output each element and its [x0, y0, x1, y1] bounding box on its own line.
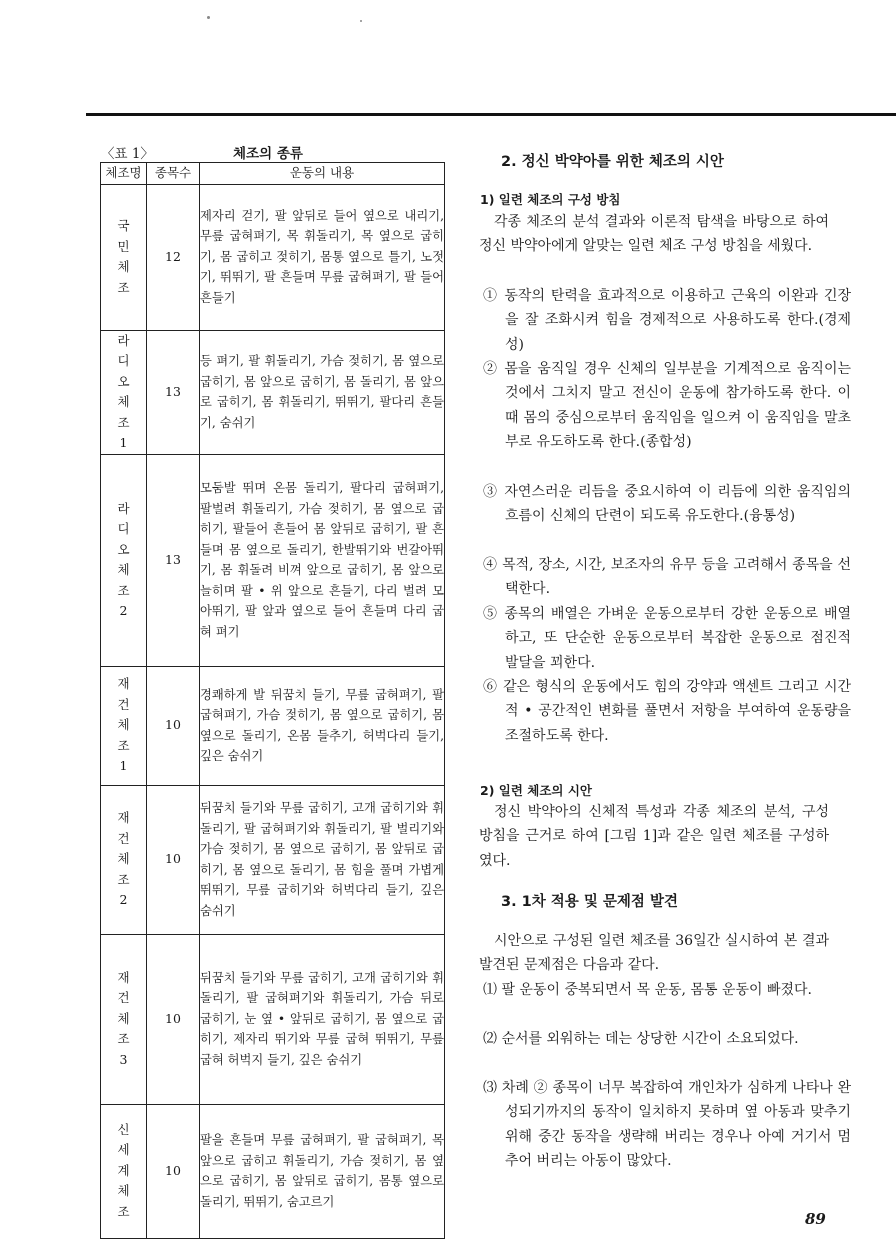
problem-item: ⑵ 순서를 외워하는 데는 상당한 시간이 소요되었다. [483, 1031, 799, 1047]
subsection-2-body: 정신 박약아의 신체적 특성과 각종 체조의 분석, 구성 방침을 근거로 하여 [그림 1]과 같은 일련 체조를 구성하였다. [479, 804, 829, 869]
exercise-name-char: 체 [117, 394, 130, 409]
table-row [101, 454, 445, 666]
table-row [101, 785, 445, 934]
exercise-name-char: 2 [119, 892, 128, 908]
exercise-name-char: 라 [117, 500, 130, 516]
exercise-name-cell [101, 934, 147, 1104]
exercise-content-cell: 뒤꿈치 들기와 무릎 굽히기, 고개 굽히기와 휘돌리기, 팔 굽혀펴기와 휘돌리기, 팔 벌리기와 가슴 젖히기, 몸 옆으로 굽히기, 몸 앞뒤로 굽히기, 몸 옆으로 돌리기, 몸 힘을 풀며 가볍게 뛰뛰기, 무릎 굽히기와 허벅다리 들기, 깊은 숨쉬기 [200, 785, 445, 934]
exercise-name-char: 1 [119, 758, 128, 774]
exercise-name-cell [101, 184, 147, 330]
exercise-name-char: 조 [117, 279, 130, 295]
exercise-name-cell [101, 785, 147, 934]
exercise-name-char: 체 [117, 1183, 130, 1199]
page-number: 89 [805, 1210, 826, 1228]
section-3-heading: 3. 1차 적용 및 문제점 발견 [501, 894, 678, 910]
exercise-name-char: 재 [117, 969, 130, 985]
table-row [101, 330, 445, 454]
principle-item: ⑥ 같은 형식의 운동에서도 힘의 강약과 액센트 그리고 시간적 • 공간적인 변화를 풀면서 저항을 부여하여 운동량을 조절하도록 한다. [483, 679, 851, 744]
header-rule [86, 113, 896, 116]
exercise-name-char: 체 [117, 562, 130, 577]
subsection-1-heading: 1) 일련 체조의 구성 방침 [480, 192, 621, 207]
exercise-name-char: 민 [117, 238, 130, 254]
problem-item: ⑴ 팔 운동이 중복되면서 목 운동, 몸통 운동이 빠졌다. [483, 982, 812, 998]
exercise-name-char: 체 [117, 259, 130, 274]
exercise-name-char: 체 [117, 1010, 130, 1026]
table-label: 〈표 1〉 [101, 146, 154, 162]
exercise-name-char: 디 [117, 521, 130, 536]
exercise-types-table [100, 162, 445, 1239]
exercise-count-cell: 13 [147, 454, 200, 666]
table-header-row [101, 163, 445, 185]
exercise-name-char: 조 [117, 414, 130, 430]
exercise-count-cell: 10 [147, 785, 200, 934]
exercise-name-char: 3 [119, 1051, 128, 1067]
subsection-2-heading: 2) 일련 체조의 시안 [480, 783, 592, 798]
exercise-name-char: 체 [117, 851, 130, 867]
exercise-name-cell [101, 330, 147, 454]
problem-item: ⑶ 차례 ② 종목이 너무 복잡하여 개인차가 심하게 나타나 완성되기까지의 동작이 일치하지 못하며 옆 아동과 맞추기 위해 중간 동작을 생략해 버리는 경우나 아예 거기서 멈추어 버리는 아동이 많았다. [483, 1080, 851, 1169]
exercise-count-cell: 13 [147, 330, 200, 454]
section-2-heading: 2. 정신 박약아를 위한 체조의 시안 [501, 154, 724, 170]
table-row [101, 1104, 445, 1238]
exercise-name-char: 1 [119, 435, 128, 450]
exercise-content-cell: 팔을 흔들며 무릎 굽혀펴기, 팔 굽혀펴기, 목 앞으로 굽히고 휘돌리기, 가슴 젖히기, 몸 옆으로 굽히기, 몸 앞뒤로 굽히기, 몸통 옆으로 돌리기, 뛰뛰기, 숨고르기 [200, 1104, 445, 1238]
exercise-name-char: 체 [117, 717, 130, 733]
exercise-name-char: 신 [117, 1121, 130, 1137]
exercise-name-char: 조 [117, 582, 130, 598]
exercise-content-cell: 뒤꿈치 들기와 무릎 굽히기, 고개 굽히기와 휘돌리기, 팔 굽혀펴기와 휘돌리기, 가슴 뒤로 굽히기, 눈 옆 • 앞뒤로 굽히기, 몸 옆으로 굽히기, 제자리 뛰기와 무릎 굽혀 뛰뛰기, 무릎 굽혀 허벅지 들기, 깊은 숨쉬기 [200, 934, 445, 1104]
table-title: 체조의 종류 [233, 146, 303, 162]
exercise-content-cell: 등 펴기, 팔 휘돌리기, 가슴 젖히기, 몸 옆으로 굽히기, 몸 앞으로 굽히기, 몸 돌리기, 몸 앞으로 굽히기, 몸 휘돌리기, 뛰뛰기, 팔다리 흔들기, 숨쉬기 [200, 330, 445, 454]
exercise-name-char: 디 [117, 353, 130, 368]
exercise-count-cell: 10 [147, 666, 200, 785]
exercise-name-char: 세 [117, 1142, 130, 1158]
exercise-content-cell: 제자리 걷기, 팔 앞뒤로 들어 옆으로 내리기, 무릎 굽혀펴기, 목 휘돌리기, 목 옆으로 굽히기, 몸 굽히고 젖히기, 몸통 옆으로 틀기, 노젓기, 뛰뛰기, 팔 흔들며 무릎 굽혀펴기, 팔 들어 흔들기 [200, 184, 445, 330]
principle-item: ④ 목적, 장소, 시간, 보조자의 유무 등을 고려해서 종목을 선택한다. [483, 557, 851, 598]
subsection-1-intro: 각종 체조의 분석 결과와 이론적 탐색을 바탕으로 하여 정신 박약아에게 알맞는 일련 체조 구성 방침을 세웠다. [479, 214, 829, 255]
table-row [101, 934, 445, 1104]
table-row [101, 666, 445, 785]
principle-item: ① 동작의 탄력을 효과적으로 이용하고 근육의 이완과 긴장을 잘 조화시켜 힘을 경제적으로 사용하도록 한다.(경제성) [483, 288, 851, 353]
exercise-name-char: 건 [117, 990, 130, 1006]
exercise-name-char: 조 [117, 871, 130, 887]
table-row [101, 184, 445, 330]
column-header: 종목수 [147, 163, 200, 185]
exercise-name-char: 국 [117, 218, 130, 233]
exercise-name-char: 오 [117, 373, 130, 389]
exercise-name-char: 재 [117, 676, 130, 692]
exercise-name-char: 건 [117, 830, 130, 846]
exercise-content-cell: 모둠발 뛰며 온몸 돌리기, 팔다리 굽혀펴기, 팔벌려 휘돌리기, 가슴 젖히기, 몸 옆으로 굽히기, 팔들어 흔들어 몸 앞뒤로 굽히기, 팔 흔들며 몸 옆으로 돌리기, 한발뛰기와 번갈아뛰기, 몸 휘돌려 비껴 앞으로 굽히기, 몸 앞으로 늘히며 팔 • 위 앞으로 흔들기, 다리 벌려 모아뛰기, 팔 앞과 옆으로 들어 흔들며 다리 굽혀 펴기 [200, 454, 445, 666]
scan-speck [360, 20, 362, 22]
exercise-name-char: 2 [119, 603, 128, 618]
exercise-count-cell: 10 [147, 934, 200, 1104]
exercise-name-cell [101, 454, 147, 666]
exercise-name-char: 오 [117, 541, 130, 557]
exercise-count-cell: 10 [147, 1104, 200, 1238]
principle-item: ② 몸을 움직일 경우 신체의 일부분을 기계적으로 움직이는 것에서 그치지 말고 전신이 운동에 참가하도록 한다. 이때 몸의 중심으로부터 움직임을 일으켜 이 움직임을 말초부로 유도하도록 한다.(종합성) [483, 361, 851, 450]
principle-item: ③ 자연스러운 리듬을 중요시하여 이 리듬에 의한 움직임의 흐름이 신체의 단련이 되도록 유도한다.(융통성) [483, 484, 851, 525]
section-3-intro: 시안으로 구성된 일련 체조를 36일간 실시하여 본 결과 발견된 문제점은 다음과 같다. [479, 933, 829, 974]
exercise-name-char: 조 [117, 1031, 130, 1047]
exercise-name-char: 조 [117, 1203, 130, 1219]
exercise-name-char: 계 [117, 1162, 130, 1178]
exercise-name-cell [101, 666, 147, 785]
exercise-content-cell: 경쾌하게 발 뒤꿈치 들기, 무릎 굽혀펴기, 팔 굽혀펴기, 가슴 젖히기, 몸 옆으로 굽히기, 몸 옆으로 돌리기, 온몸 들추기, 허벅다리 들기, 깊은 숨쉬기 [200, 666, 445, 785]
exercise-name-char: 건 [117, 696, 130, 712]
exercise-name-cell [101, 1104, 147, 1238]
column-header: 운동의 내용 [200, 163, 445, 185]
exercise-name-char: 라 [117, 332, 130, 348]
exercise-name-char: 재 [117, 810, 130, 826]
scan-speck [207, 16, 210, 19]
exercise-name-char: 조 [117, 737, 130, 753]
exercise-count-cell: 12 [147, 184, 200, 330]
principle-item: ⑤ 종목의 배열은 가벼운 운동으로부터 강한 운동으로 배열하고, 또 단순한 운동으로부터 복잡한 운동으로 점진적 발달을 꾀한다. [483, 606, 851, 671]
column-header: 체조명 [101, 163, 147, 185]
